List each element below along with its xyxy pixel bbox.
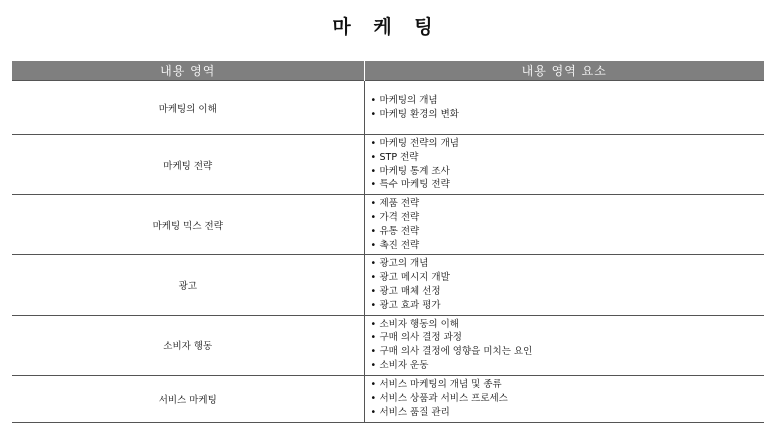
table-row [12, 255, 764, 315]
element-list [371, 195, 765, 254]
list-item: • 마케팅 통계 조사 [371, 165, 765, 179]
content-elements-cell [364, 255, 764, 315]
list-item: • 소비자 행동의 이해 [371, 318, 765, 332]
list-item: • 유통 전략 [371, 225, 765, 239]
page-title: 마 케 팅 [332, 16, 441, 38]
header-content-area: 내용 영역 [12, 61, 364, 81]
element-list [371, 255, 765, 314]
content-area-cell: 마케팅 믹스 전략 [12, 195, 364, 255]
table-row [12, 81, 764, 135]
list-item: • 제품 전략 [371, 197, 765, 211]
content-area-cell: 소비자 행동 [12, 315, 364, 375]
content-area-cell: 마케팅의 이해 [12, 81, 364, 135]
list-item: • 광고 매체 선정 [371, 285, 765, 299]
list-item: • 서비스 상품과 서비스 프로세스 [371, 392, 765, 406]
table-row [12, 375, 764, 422]
element-list [371, 316, 765, 375]
content-area-cell: 마케팅 전략 [12, 135, 364, 195]
table-row [12, 315, 764, 375]
list-item: • 구매 의사 결정에 영향을 미치는 요인 [371, 345, 765, 359]
header-content-elements: 내용 영역 요소 [364, 61, 764, 81]
list-item: • 소비자 운동 [371, 359, 765, 373]
list-item: • 광고 메시지 개발 [371, 271, 765, 285]
content-elements-cell [364, 135, 764, 195]
element-list [371, 92, 765, 124]
list-item: • STP 전략 [371, 151, 765, 165]
content-area-cell: 서비스 마케팅 [12, 375, 364, 422]
list-item: • 마케팅의 개념 [371, 94, 765, 108]
list-item: • 마케팅 환경의 변화 [371, 108, 765, 122]
list-item: • 서비스 마케팅의 개념 및 종류 [371, 378, 765, 392]
list-item: • 서비스 품질 관리 [371, 406, 765, 420]
table-row [12, 195, 764, 255]
element-list [371, 135, 765, 194]
list-item: • 광고 효과 평가 [371, 299, 765, 313]
list-item: • 가격 전략 [371, 211, 765, 225]
list-item: • 특수 마케팅 전략 [371, 178, 765, 192]
list-item: • 구매 의사 결정 과정 [371, 331, 765, 345]
table-header-row [12, 61, 764, 81]
content-table [12, 61, 764, 423]
content-area-cell: 광고 [12, 255, 364, 315]
content-elements-cell [364, 315, 764, 375]
list-item: • 마케팅 전략의 개념 [371, 137, 765, 151]
element-list [371, 376, 765, 421]
content-elements-cell [364, 375, 764, 422]
content-elements-cell [364, 81, 764, 135]
list-item: • 촉진 전략 [371, 239, 765, 253]
table-row [12, 135, 764, 195]
list-item: • 광고의 개념 [371, 257, 765, 271]
content-elements-cell [364, 195, 764, 255]
